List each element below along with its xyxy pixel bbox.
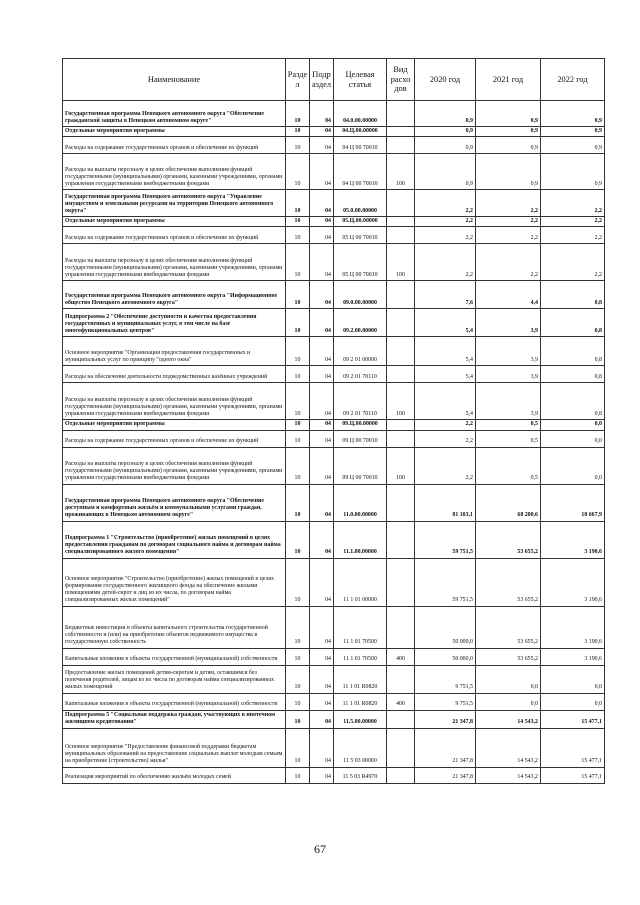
row-name: Основное мероприятие "Предоставление финансовой поддержки бюджетам муниципальных образований на предоставление социальных выплат молодым семьям на приобретение (строительство) жилья": [63, 728, 286, 767]
table-row: [63, 217, 605, 227]
row-razdel: 10: [286, 337, 310, 366]
row-article: 11 1 01 70500: [334, 606, 387, 648]
table-row: [63, 710, 605, 728]
row-podrazdel: 04: [310, 154, 334, 190]
table-row: [63, 728, 605, 767]
row-article: 04.0.00.00000: [334, 101, 387, 127]
row-2021: 53 655,2: [476, 521, 541, 558]
row-2022: 15 477,1: [541, 710, 605, 728]
row-2020: 2,2: [415, 217, 476, 227]
row-name: Отдельные мероприятия программы: [63, 127, 286, 137]
row-name: Расходы на выплаты персоналу в целях обеспечения выполнения функций государственными (муниципальными) органами, казенными учреждениями, органами управления государственными внебюджетными фондами: [63, 154, 286, 190]
row-name: Предоставление жилых помещений детям-сиротам и детям, оставшимся без попечения родителей, лицам из их числа по договорам найма специализированных жилых помещений: [63, 665, 286, 693]
table-row: [63, 484, 605, 521]
table-row: [63, 447, 605, 484]
row-2021: 53 655,2: [476, 606, 541, 648]
row-podrazdel: 04: [310, 127, 334, 137]
row-podrazdel: 04: [310, 420, 334, 430]
row-podrazdel: 04: [310, 137, 334, 154]
row-2022: 0,8: [541, 383, 605, 420]
row-razdel: 10: [286, 190, 310, 217]
row-2020: 59 751,5: [415, 558, 476, 606]
row-vid: [387, 217, 415, 227]
row-2020: 2,2: [415, 420, 476, 430]
row-2021: 0,9: [476, 101, 541, 127]
row-2021: 0,0: [476, 665, 541, 693]
table-row: [63, 309, 605, 337]
row-razdel: 10: [286, 137, 310, 154]
row-article: 05.0.00.00000: [334, 190, 387, 217]
row-2022: 0,0: [541, 665, 605, 693]
row-2021: 0,5: [476, 447, 541, 484]
row-2022: 3 190,6: [541, 521, 605, 558]
row-2021: 0,5: [476, 430, 541, 447]
row-podrazdel: 04: [310, 521, 334, 558]
row-podrazdel: 04: [310, 227, 334, 244]
row-article: 11.0.00.00000: [334, 484, 387, 521]
row-vid: [387, 227, 415, 244]
row-vid: [387, 558, 415, 606]
row-2020: 21 347,8: [415, 710, 476, 728]
row-vid: [387, 710, 415, 728]
row-name: Капитальные вложения в объекты государственной (муниципальной) собственности: [63, 648, 286, 665]
table-row: [63, 383, 605, 420]
header-vid: Вид расхо дов: [387, 59, 415, 101]
header-2022: 2022 год: [541, 59, 605, 101]
row-2021: 53 655,2: [476, 558, 541, 606]
row-vid: 100: [387, 383, 415, 420]
table-row: [63, 420, 605, 430]
row-name: Основное мероприятие "Строительство (приобретение) жилых помещений в целях формирования государственного жилищного фонда на обеспечение жилыми помещениями детей-сирот и лиц из их числа, по договорам найма специализированных жилых помещений": [63, 558, 286, 606]
row-2020: 9 751,5: [415, 665, 476, 693]
row-article: 11.1.00.00000: [334, 521, 387, 558]
row-2022: 0,9: [541, 137, 605, 154]
table-row: [63, 101, 605, 127]
row-razdel: 10: [286, 447, 310, 484]
header-article: Целевая статья: [334, 59, 387, 101]
row-name: Реализация мероприятий по обеспечению жильём молодых семей: [63, 767, 286, 783]
row-vid: 100: [387, 154, 415, 190]
row-podrazdel: 04: [310, 101, 334, 127]
row-podrazdel: 04: [310, 767, 334, 783]
row-article: 05 Ц 00 70010: [334, 244, 387, 281]
row-2022: 2,2: [541, 244, 605, 281]
row-2020: 5,4: [415, 366, 476, 383]
header-2021: 2021 год: [476, 59, 541, 101]
row-razdel: 10: [286, 558, 310, 606]
row-vid: [387, 521, 415, 558]
row-podrazdel: 04: [310, 447, 334, 484]
row-article: 11 1 01 R0820: [334, 693, 387, 710]
table-header: [63, 59, 605, 101]
row-article: 09 2 01 00000: [334, 337, 387, 366]
row-2021: 3,9: [476, 366, 541, 383]
row-2020: 2,2: [415, 227, 476, 244]
row-podrazdel: 04: [310, 383, 334, 420]
row-article: 11 1 01 R0820: [334, 665, 387, 693]
row-vid: [387, 190, 415, 217]
row-2020: 2,2: [415, 430, 476, 447]
row-vid: [387, 728, 415, 767]
row-2021: 53 655,2: [476, 648, 541, 665]
row-name: Расходы на выплаты персоналу в целях обеспечения выполнения функций государственными (муниципальными) органами, казенными учреждениями, органами управления государственными внебюджетными фондами: [63, 447, 286, 484]
row-razdel: 10: [286, 281, 310, 309]
row-article: 09 2 01 70110: [334, 366, 387, 383]
row-podrazdel: 04: [310, 606, 334, 648]
row-2021: 14 543,2: [476, 767, 541, 783]
row-article: 04.Ц.00.00000: [334, 127, 387, 137]
table-row: [63, 154, 605, 190]
table-row: [63, 606, 605, 648]
row-podrazdel: 04: [310, 337, 334, 366]
row-vid: [387, 281, 415, 309]
row-2022: 0,8: [541, 309, 605, 337]
row-article: 11.5.00.00000: [334, 710, 387, 728]
row-article: 11 5 03 R4970: [334, 767, 387, 783]
row-article: 09.0.00.00000: [334, 281, 387, 309]
row-podrazdel: 04: [310, 190, 334, 217]
row-name: Расходы на содержание государственных органов и обеспечение их функций: [63, 137, 286, 154]
row-vid: 400: [387, 693, 415, 710]
row-name: Подпрограмма 1 "Строительство (приобретение) жилых помещений в целях предоставления гражданам по договорам социального найма и договорам найма специализированного жилого помещения": [63, 521, 286, 558]
row-2022: 15 477,1: [541, 728, 605, 767]
table-row: [63, 430, 605, 447]
row-vid: [387, 309, 415, 337]
row-2022: 0,9: [541, 101, 605, 127]
row-2021: 2,2: [476, 217, 541, 227]
row-2020: 21 347,8: [415, 767, 476, 783]
row-razdel: 10: [286, 767, 310, 783]
row-2021: 14 543,2: [476, 710, 541, 728]
header-razdel: Разде л: [286, 59, 310, 101]
row-podrazdel: 04: [310, 558, 334, 606]
row-2020: 50 000,0: [415, 606, 476, 648]
row-name: Расходы на обеспечение деятельности подведомственных казённых учреждений: [63, 366, 286, 383]
row-name: Расходы на выплаты персоналу в целях обеспечения выполнения функций государственными (муниципальными) органами, казенными учреждениями, органами управления государственными внебюджетными фондами: [63, 383, 286, 420]
row-2022: 2,2: [541, 190, 605, 217]
row-2022: 0,8: [541, 337, 605, 366]
row-2020: 21 347,8: [415, 728, 476, 767]
table-row: [63, 648, 605, 665]
row-name: Расходы на содержание государственных органов и обеспечение их функций: [63, 430, 286, 447]
row-2020: 9 751,5: [415, 693, 476, 710]
row-razdel: 10: [286, 484, 310, 521]
row-razdel: 10: [286, 244, 310, 281]
row-2021: 3,9: [476, 383, 541, 420]
row-razdel: 10: [286, 309, 310, 337]
row-2021: 2,2: [476, 227, 541, 244]
row-2022: 2,2: [541, 227, 605, 244]
row-2021: 14 543,2: [476, 728, 541, 767]
row-razdel: 10: [286, 648, 310, 665]
row-2022: 3 190,6: [541, 648, 605, 665]
row-vid: [387, 606, 415, 648]
page-number: 67: [314, 842, 326, 856]
row-article: 11 1 01 00000: [334, 558, 387, 606]
budget-table: [62, 58, 605, 784]
row-2020: 0,9: [415, 127, 476, 137]
table-row: [63, 227, 605, 244]
row-article: 09.Ц.00.00000: [334, 420, 387, 430]
row-2020: 0,9: [415, 101, 476, 127]
table-row: [63, 521, 605, 558]
row-2021: 68 200,6: [476, 484, 541, 521]
row-podrazdel: 04: [310, 366, 334, 383]
row-2022: 15 477,1: [541, 767, 605, 783]
table-row: [63, 337, 605, 366]
row-vid: [387, 665, 415, 693]
row-article: 09 Ц 00 70010: [334, 447, 387, 484]
row-2020: 7,6: [415, 281, 476, 309]
row-razdel: 10: [286, 227, 310, 244]
row-2021: 4,4: [476, 281, 541, 309]
row-2022: 3 190,6: [541, 558, 605, 606]
header-podrazdel: Подр аздел: [310, 59, 334, 101]
row-razdel: 10: [286, 606, 310, 648]
row-vid: [387, 366, 415, 383]
row-razdel: 10: [286, 101, 310, 127]
header-name: Наименование: [63, 59, 286, 101]
row-razdel: 10: [286, 383, 310, 420]
row-name: Отдельные мероприятия программы: [63, 420, 286, 430]
row-article: 09.2.00.00000: [334, 309, 387, 337]
row-podrazdel: 04: [310, 217, 334, 227]
header-2020: 2020 год: [415, 59, 476, 101]
row-2021: 0,9: [476, 154, 541, 190]
row-2020: 50 000,0: [415, 648, 476, 665]
row-2020: 0,9: [415, 154, 476, 190]
row-podrazdel: 04: [310, 309, 334, 337]
row-2020: 2,2: [415, 190, 476, 217]
row-razdel: 10: [286, 154, 310, 190]
table-body: [63, 101, 605, 784]
row-vid: [387, 420, 415, 430]
row-article: 11 1 01 70500: [334, 648, 387, 665]
row-vid: 100: [387, 447, 415, 484]
table-row: [63, 244, 605, 281]
row-podrazdel: 04: [310, 484, 334, 521]
row-name: Государственная программа Ненецкого автономного округа "Информационное общество Ненецкого автономного округа": [63, 281, 286, 309]
row-2022: 0,9: [541, 127, 605, 137]
row-vid: [387, 430, 415, 447]
row-article: 04 Ц 00 70010: [334, 137, 387, 154]
row-vid: 100: [387, 244, 415, 281]
row-2022: 0,9: [541, 154, 605, 190]
row-2021: 3,9: [476, 309, 541, 337]
row-2022: 0,8: [541, 366, 605, 383]
row-name: Бюджетные инвестиции в объекты капитального строительства государственной собственности и (или) на приобретение объектов недвижимого имущества в государственную собственность: [63, 606, 286, 648]
row-name: Подпрограмма 2 "Обеспечение доступности и качества предоставления государственных и муниципальных услуг, в том числе на базе многофункциональных центров": [63, 309, 286, 337]
row-razdel: 10: [286, 366, 310, 383]
row-vid: 400: [387, 648, 415, 665]
row-razdel: 10: [286, 728, 310, 767]
row-2022: 3 190,6: [541, 606, 605, 648]
row-podrazdel: 04: [310, 665, 334, 693]
row-2021: 2,2: [476, 190, 541, 217]
row-article: 04 Ц 00 70010: [334, 154, 387, 190]
row-razdel: 10: [286, 693, 310, 710]
row-vid: [387, 337, 415, 366]
row-podrazdel: 04: [310, 728, 334, 767]
row-2021: 0,9: [476, 127, 541, 137]
table-row: [63, 558, 605, 606]
row-podrazdel: 04: [310, 244, 334, 281]
row-podrazdel: 04: [310, 430, 334, 447]
row-2022: 0,0: [541, 693, 605, 710]
row-2020: 81 103,1: [415, 484, 476, 521]
row-podrazdel: 04: [310, 693, 334, 710]
row-2021: 2,2: [476, 244, 541, 281]
table-row: [63, 693, 605, 710]
row-podrazdel: 04: [310, 281, 334, 309]
row-article: 05.Ц.00.00000: [334, 217, 387, 227]
row-name: Расходы на содержание государственных органов и обеспечение их функций: [63, 227, 286, 244]
row-razdel: 10: [286, 217, 310, 227]
row-2020: 5,4: [415, 309, 476, 337]
row-2021: 0,9: [476, 137, 541, 154]
table-row: [63, 366, 605, 383]
table-row: [63, 281, 605, 309]
row-name: Основное мероприятие "Организация предоставления государственных и муниципальных услуг по принципу "одного окна": [63, 337, 286, 366]
table-row: [63, 127, 605, 137]
table-row: [63, 665, 605, 693]
row-vid: [387, 767, 415, 783]
row-2020: 2,2: [415, 447, 476, 484]
row-razdel: 10: [286, 420, 310, 430]
row-vid: [387, 137, 415, 154]
row-vid: [387, 127, 415, 137]
row-2022: 0,8: [541, 281, 605, 309]
row-podrazdel: 04: [310, 648, 334, 665]
row-name: Государственная программа Ненецкого автономного округа "Обеспечение гражданской защиты в Ненецком автономном округе": [63, 101, 286, 127]
row-razdel: 10: [286, 521, 310, 558]
row-2022: 0,0: [541, 447, 605, 484]
row-name: Подпрограмма 5 "Социальная поддержка граждан, участвующих в ипотечном жилищном кредитовании": [63, 710, 286, 728]
row-article: 05 Ц 00 70010: [334, 227, 387, 244]
row-name: Расходы на выплаты персоналу в целях обеспечения выполнения функций государственными (муниципальными) органами, казенными учреждениями, органами управления государственными внебюджетными фондами: [63, 244, 286, 281]
row-name: Государственная программа Ненецкого автономного округа "Управление имуществом и земельными ресурсами на территории Ненецкого автономного округа": [63, 190, 286, 217]
table-row: [63, 137, 605, 154]
row-podrazdel: 04: [310, 710, 334, 728]
row-2020: 5,4: [415, 337, 476, 366]
row-2020: 5,4: [415, 383, 476, 420]
row-2021: 3,9: [476, 337, 541, 366]
table-row: [63, 767, 605, 783]
table-row: [63, 190, 605, 217]
row-2021: 0,5: [476, 420, 541, 430]
row-razdel: 10: [286, 430, 310, 447]
row-2020: 59 751,5: [415, 521, 476, 558]
row-2021: 0,0: [476, 693, 541, 710]
row-2022: 18 667,9: [541, 484, 605, 521]
row-2022: 2,2: [541, 217, 605, 227]
row-article: 09 Ц 00 70010: [334, 430, 387, 447]
row-2020: 2,2: [415, 244, 476, 281]
row-vid: [387, 101, 415, 127]
row-article: 09 2 01 70110: [334, 383, 387, 420]
row-name: Капитальные вложения в объекты государственной (муниципальной) собственности: [63, 693, 286, 710]
row-razdel: 10: [286, 127, 310, 137]
row-2022: 0,0: [541, 420, 605, 430]
row-vid: [387, 484, 415, 521]
row-razdel: 10: [286, 710, 310, 728]
row-razdel: 10: [286, 665, 310, 693]
row-2022: 0,0: [541, 430, 605, 447]
row-article: 11 5 03 00000: [334, 728, 387, 767]
row-2020: 0,9: [415, 137, 476, 154]
row-name: Государственная программа Ненецкого автономного округа "Обеспечение доступным и комфортным жильём и коммунальными услугами граждан, проживающих в Ненецком автономном округе": [63, 484, 286, 521]
row-name: Отдельные мероприятия программы: [63, 217, 286, 227]
